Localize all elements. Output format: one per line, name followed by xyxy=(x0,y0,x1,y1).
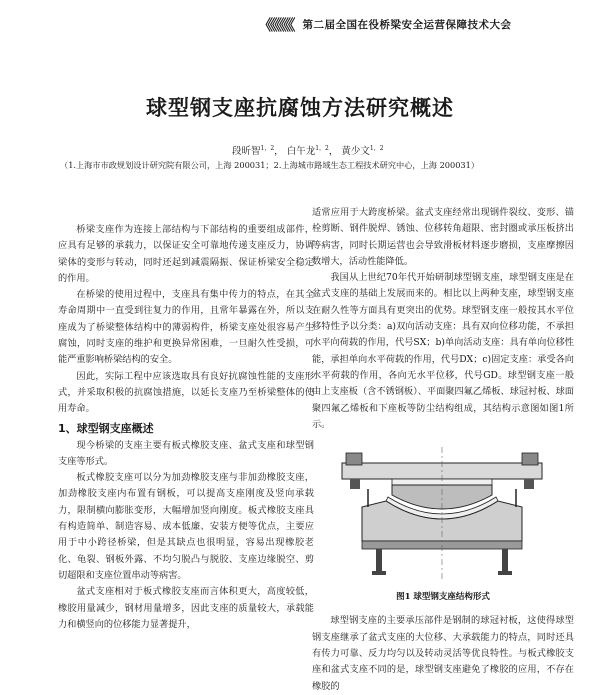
body-paragraph: 适常应用于大跨度桥梁。盆式支座经常出现钢件裂纹、变形、锚栓剪断、钢件脱焊、锈蚀、位移转角超限、密封圈或承压板挤出等病害，同时长期运营也会导致滑板材料逐步磨损，支座摩擦因数增大，活动性能降低。 xyxy=(312,207,574,267)
author-list: 段昕智$^{1,2}$， 白午龙$^{1,2}$， 黄少文$^{1,2}$ xyxy=(232,145,384,158)
author-name: 黄少文 xyxy=(341,146,370,158)
chevron-decoration-icon: 《《《《《《 xyxy=(258,15,293,34)
body-paragraph: 因此，实际工程中应该选取具有良好抗腐蚀性能的支座形式，并采取积极的抗腐蚀措施，以延长支座乃至桥梁整体的使用寿命。 xyxy=(58,370,314,415)
bearing-structure-diagram xyxy=(332,445,552,580)
figure-caption: 图1 球型钢支座结构形式 xyxy=(396,592,490,603)
right-column xyxy=(312,205,574,695)
body-paragraph: 球型钢支座的主要承压部件是钢制的球冠衬板，这使得球型钢支座继承了盆式支座的大位移、大承载能力的特点，同时还具有传力可靠、反力均匀以及转动灵活等优良特性。与板式橡胶支座和盆式支座不同的是，球型钢支座避免了橡胶的应用，不存在橡胶的 xyxy=(312,615,574,692)
left-column xyxy=(58,222,314,633)
body-paragraph: 现今桥梁的支座主要有板式橡胶支座、盆式支座和球型钢支座等形式。 xyxy=(58,439,314,467)
body-paragraph: 板式橡胶支座可以分为加劲橡胶支座与非加劲橡胶支座，加劲橡胶支座内布置有钢板，可以提高支座刚度及竖向承载力，限制横向膨胀变形，大幅增加竖向刚度。板式橡胶支座具有构造简单、制造容易、成本低廉、安装方便等优点，主要应用于中小跨径桥梁，但是其缺点也很明显，容易出现橡胶老化、龟裂、钢板外露、不均匀脱凸与脱胶、支座边缘脱空、剪切超限和支座位置串动等病害。 xyxy=(58,472,314,581)
paper-title: 球型钢支座抗腐蚀方法研究概述 xyxy=(146,96,454,120)
bearing-figure xyxy=(312,445,574,585)
body-paragraph: 在桥梁的使用过程中，支座具有集中传力的特点，在其全寿命周期中一直受到往复力的作用，且常年暴露在外，所以支座成为了桥梁整体结构中的薄弱构件，桥梁支座处很容易产生腐蚀，同时支座的维护和更换异常困难，一旦耐久性受损，可能严重影响桥梁结构的安全。 xyxy=(58,289,314,366)
conference-name: 第二届全国在役桥梁安全运营保障技术大会 xyxy=(302,18,512,31)
body-paragraph: 我国从上世纪70年代开始研制球型钢支座，球型钢支座是在盆式支座的基础上发展而来的。相比以上两种支座，球型钢支座在耐久性等方面具有更突出的优势。球型钢支座一般按其水平位移特性予以分类：a)双向活动支座：具有双向位移功能，不承担水平向荷载的作用，代号SX；b)单向活动支座：具有单向位移性能，承担单向水平荷载的作用，代号DX；c)固定支座：承受各向水平荷载的作用，各向无水平位移，代号GD。球型钢支座一般由上支座板（含不锈钢板）、平面聚四氟乙烯板、球冠衬板、球面聚四氟乙烯板和下座板等防尘结构组成，其结构示意图如图1所示。 xyxy=(312,272,574,430)
author-affil-mark: 1，2 xyxy=(315,145,329,152)
author-affil-mark: 1，2 xyxy=(369,145,384,152)
body-paragraph: 桥梁支座作为连接上部结构与下部结构的重要组成部件，应具有足够的承载力，以保证安全可靠地传递支座反力，协调梁体的变形与转动，同时还起到减震隔振、保证桥梁安全稳定的作用。 xyxy=(58,224,314,284)
body-paragraph: 盆式支座相对于板式橡胶支座而言体积更大，高度较低，橡胶用量减少，钢材用量增多，因此支座的质量较大，承载能力和横竖向的位移能力显著提升， xyxy=(58,586,314,630)
author-name: 段昕智 xyxy=(232,146,261,158)
author-name: 白午龙 xyxy=(286,146,316,158)
author-affil-mark: 1，2 xyxy=(260,145,275,152)
section-heading: 1、球型钢支座概述 xyxy=(58,421,154,435)
conference-header xyxy=(258,14,588,34)
affiliation-line: （1.上海市市政规划设计研究院有限公司，上海 200031；2.上海城市路域生态工程技术研究中心，上海 200031） xyxy=(60,160,480,170)
